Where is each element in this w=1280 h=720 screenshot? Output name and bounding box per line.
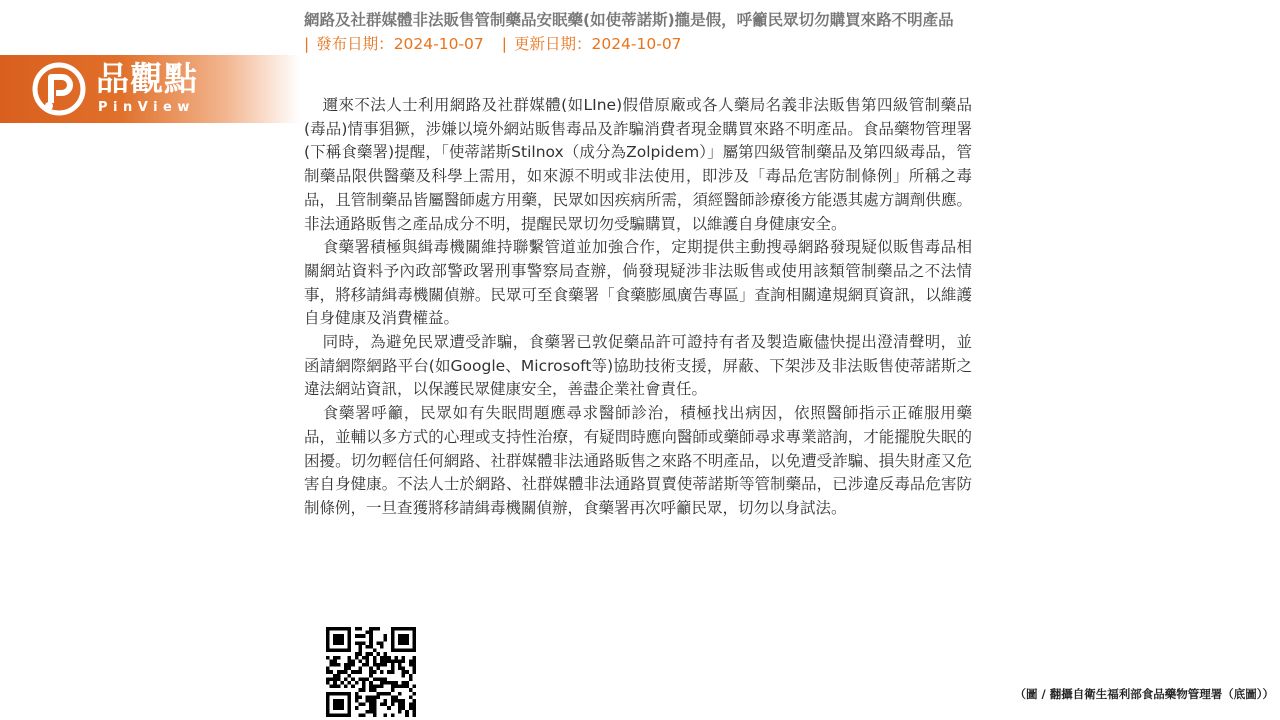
article-paragraph: 食藥署積極與緝毒機關維持聯繫管道並加強合作，定期提供主動搜尋網路發現疑似販售毒品相關網站資料予內政部警政署刑事警察局查辦，倘發現疑涉非法販售或使用該類管制藥品之不法情事，將移請緝毒機關偵辦。民眾可至食藥署「食藥膨風廣告專區」查詢相關違規網頁資訊，以維護自身健康及消費權益。: [304, 238, 972, 328]
image-caption: （圖 / 翻攝自衛生福利部食品藥物管理署（底圖））: [1014, 687, 1274, 701]
article-title: 網路及社群媒體非法販售管制藥品安眠藥(如使蒂諾斯)攏是假，呼籲民眾切勿購買來路不明產品: [304, 11, 954, 29]
updated-label: 更新日期：: [513, 35, 592, 53]
article-paragraph: 邇來不法人士利用網路及社群媒體(如LIne)假借原廠或各人藥局名義非法販售第四級管制藥品(毒品)情事猖獗，涉嫌以境外網站販售毒品及詐騙消費者現金購買來路不明產品。食品藥物管理署(下稱食藥署)提醒，「使蒂諾斯Stilnox（成分為Zolpidem）」屬第四級管制藥品及第四級毒品，管制藥品限供醫藥及科學上需用，如來源不明或非法使用，即涉及「毒品危害防制條例」所稱之毒品，且管制藥品皆屬醫師處方用藥，民眾如因疾病所需，須經醫師診療後方能憑其處方調劑供應。非法通路販售之產品成分不明，提醒民眾切勿受騙購買，以維護自身健康安全。: [304, 96, 972, 233]
qr-code-icon[interactable]: [326, 627, 416, 717]
logo-name-english: PinView: [98, 100, 195, 115]
published-date: 2024-10-07: [393, 35, 484, 53]
pinview-p-logo-icon: [32, 62, 86, 116]
pinview-logo-banner[interactable]: [0, 55, 300, 123]
logo-name-chinese: 品觀點: [96, 59, 198, 98]
date-separator: |: [304, 35, 310, 53]
article-dates: [304, 32, 972, 56]
article: [304, 8, 972, 521]
date-separator: |: [501, 35, 508, 53]
updated-date: 2024-10-07: [591, 35, 682, 53]
article-body: [304, 94, 972, 521]
article-paragraph: 同時，為避免民眾遭受詐騙，食藥署已敦促藥品許可證持有者及製造廠儘快提出澄清聲明，並函請網際網路平台(如Google、Microsoft等)協助技術支援，屏蔽、下架涉及非法販售使蒂諾斯之違法網站資訊，以保護民眾健康安全，善盡企業社會責任。: [304, 333, 972, 399]
published-label: 發布日期：: [316, 35, 394, 53]
article-paragraph: 食藥署呼籲，民眾如有失眠問題應尋求醫師診治，積極找出病因，依照醫師指示正確服用藥品，並輔以多方式的心理或支持性治療，有疑問時應向醫師或藥師尋求專業諮詢，才能擺脫失眠的困擾。切勿輕信任何網路、社群媒體非法通路販售之來路不明產品，以免遭受詐騙、損失財產又危害自身健康。不法人士於網路、社群媒體非法通路買賣使蒂諾斯等管制藥品，已涉違反毒品危害防制條例，一旦查獲將移請緝毒機關偵辦，食藥署再次呼籲民眾，切勿以身試法。: [304, 404, 972, 517]
